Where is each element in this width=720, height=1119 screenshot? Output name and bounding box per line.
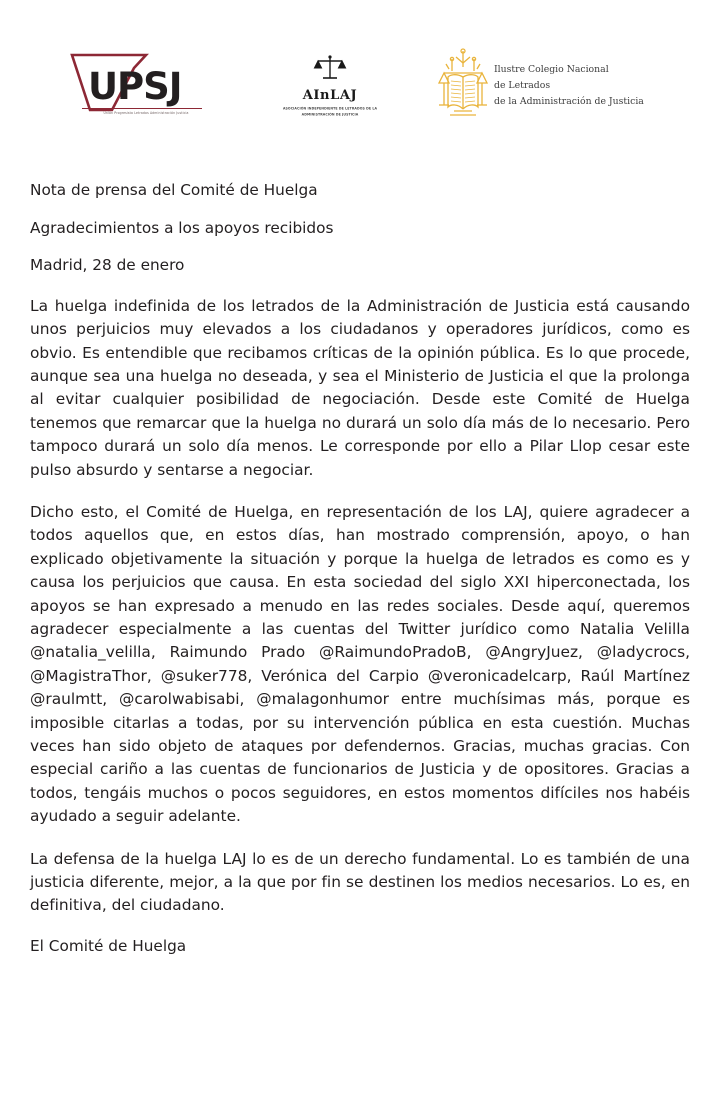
scales-of-justice-icon xyxy=(313,54,347,82)
ainlaj-wordmark: AInLAJ xyxy=(302,88,358,103)
document-title: Nota de prensa del Comité de Huelga xyxy=(30,181,318,199)
ainlaj-subtitle xyxy=(274,106,386,118)
logo-colegio xyxy=(436,47,646,123)
document-subtitle: Agradecimientos a los apoyos recibidos xyxy=(30,218,334,237)
upsj-wordmark: UPSJ xyxy=(88,65,182,108)
body-paragraph: La huelga indefinida de los letrados de la Administración de Justicia está causando unos perjuicios muy elevados a los ciudadanos y operadores jurídicos, como es obvio. Es entendible que recibamos críticas de la opinión pública. Es lo que procede, aunque sea una huelga no deseada, y sea el Ministerio de Justicia el que la prolonga al evitar cualquier posibilidad de negociación. Desde este Comité de Huelga tenemos que remarcar que la huelga no durará un solo día más de lo necesario. Pero tampoco durará un solo día menos. Le corresponde por ello a Pilar Llop cesar este pulso absurdo y sentarse a negociar. xyxy=(30,296,690,479)
upsj-underline xyxy=(82,108,202,109)
document-signature: El Comité de Huelga xyxy=(30,936,187,955)
document-body xyxy=(30,182,690,955)
upsj-subtitle: Unión Progresista Letrados Administración Justicia xyxy=(103,110,189,115)
open-book-and-scales-emblem-icon xyxy=(436,47,490,123)
logo-upsj xyxy=(68,52,208,120)
logo-header xyxy=(0,0,720,150)
ainlaj-subtitle-line-1: ASOCIACIÓN INDEPENDIENTE DE LETRADOS DE LA xyxy=(282,106,378,111)
document-dateline: Madrid, 28 de enero xyxy=(30,256,185,275)
body-paragraph: Dicho esto, el Comité de Huelga, en representación de los LAJ, quiere agradecer a todos aquellos que, en estos días, han mostrado comprensión, apoyo, o han explicado objetivamente la situación y porque la huelga de letrados es como es y causa los perjuicios que causa. En esta sociedad del siglo XXI hiperconectada, los apoyos se han expresado a menudo en las redes sociales. Desde aquí, queremos agradecer especialmente a las cuentas del Twitter jurídico como Natalia Velilla @natalia_velilla, Raimundo Prado @RaimundoPradoB, @AngryJuez, @ladycrocs, @MagistraThor, @suker778, Verónica del Carpio @veronicadelcarp, Raúl Martínez @raulmtt, @carolwabisabi, @malagonhumor entre muchísimas más, porque es imposible citarlas a todas, por su intervención pública en esta cuestión. Muchas veces han sido objeto de ataques por defendernos. Gracias, muchas gracias. Con especial cariño a las cuentas de funcionarios de Justicia y de opositores. Gracias a todos, tengáis muchos o pocos seguidores, en estos momentos difíciles nos habéis ayudado a seguir adelante. xyxy=(30,502,690,826)
colegio-name-line-2: de Letrados xyxy=(494,79,551,91)
ainlaj-subtitle-line-2: ADMINISTRACIÓN DE JUSTICIA xyxy=(301,111,359,117)
logo-ainlaj xyxy=(274,54,386,116)
body-paragraph: La defensa de la huelga LAJ lo es de un derecho fundamental. Lo es también de una justicia diferente, mejor, a la que por fin se destinen los medios necesarios. Lo es, en definitiva, del ciudadano. xyxy=(30,849,690,915)
colegio-name-line-3: de la Administración de Justicia xyxy=(494,95,644,107)
colegio-name xyxy=(494,62,644,110)
colegio-name-line-1: Ilustre Colegio Nacional xyxy=(494,64,609,75)
